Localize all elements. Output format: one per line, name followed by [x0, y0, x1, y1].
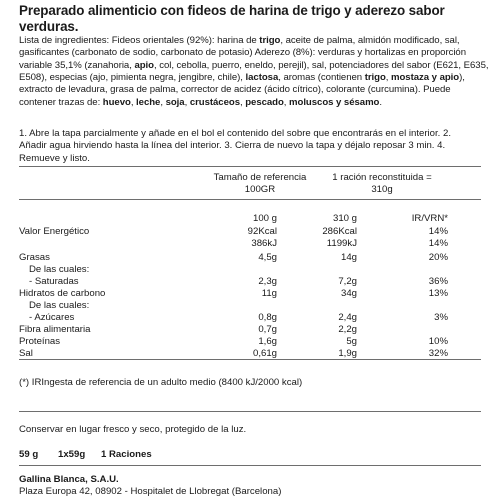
allergen-text: trigo	[259, 35, 281, 46]
divider	[19, 465, 481, 466]
preparation-instructions: 1. Abre la tapa parcialmente y añade en el bol el contenido del sobre que encontrarás en el interior. 2. Añadir agua hirviendo hasta la línea del interior. 3. Cierra de nuevo la tapa y déjalo reposar 3 min. 4. Remueve y listo.	[19, 128, 452, 164]
allergen-text: leche	[136, 96, 161, 108]
divider	[19, 411, 481, 412]
nutrient-label: - Saturadas	[29, 276, 79, 287]
value-per-portion: 2,4g	[338, 312, 357, 323]
value-per-100g: 0,8g	[258, 312, 277, 323]
ingredient-text: .	[379, 96, 382, 108]
net-weight: 59 g	[19, 449, 39, 460]
product-title: Preparado alimenticio con fideos de harina de trigo y aderezo sabor verduras.	[19, 3, 445, 34]
divider	[19, 199, 481, 200]
value-per-100g: 386kJ	[251, 238, 277, 249]
ingredient-text: ,	[130, 96, 137, 108]
allergen-text: trigo	[364, 72, 386, 84]
nutrient-label: Hidratos de carbono	[19, 288, 106, 299]
ingredient-text: , aceite de palma, almidón modificado, sal, gasificantes (carbonato de sodio, carbonato de potasio) Aderezo (8%): verduras y hortalizas en proporción variable 35,1% (zanahoria,	[19, 35, 466, 71]
ingredient-text: ), extracto de levadura, grasa de palma, corrector de acidez (ácido cítrico), colorante (curcumina). Puede contener trazas de:	[19, 72, 465, 108]
ingredient-text: ,	[160, 96, 166, 108]
portions-count: 1 Raciones	[101, 449, 152, 460]
ingredient-text: , col, cebolla, puerro, eneldo, perejil), sal, potenciadores del sabor (E621, E635, E508), especias (ajo, pimienta negra, jengibre, chile),	[19, 59, 489, 84]
ingredient-text: , aromas (contienen	[278, 72, 365, 84]
nutrient-label: De las cuales:	[29, 300, 90, 311]
nutrient-label: De las cuales:	[29, 264, 90, 275]
ingredients-list	[19, 35, 489, 109]
reference-size-value: 100GR	[244, 184, 276, 195]
company-name: Gallina Blanca, S.A.U.	[19, 474, 119, 485]
value-per-100g: 4,5g	[258, 252, 277, 263]
ingredient-text: ,	[239, 96, 246, 108]
value-per-100g: 11g	[261, 288, 277, 299]
ingredient-text: Lista de ingredientes: Fideos orientales (92%): harina de	[19, 35, 260, 46]
value-per-portion: 2,2g	[338, 324, 357, 335]
column-header-portion: 310 g	[332, 213, 357, 224]
value-per-100g: 92Kcal	[247, 226, 277, 237]
ingredient-text: ,	[283, 96, 290, 108]
reference-intake-percent: 14%	[428, 226, 448, 237]
nutrient-label: Grasas	[19, 252, 50, 263]
value-per-portion: 286Kcal	[322, 226, 357, 237]
value-per-100g: 1,6g	[258, 336, 277, 347]
storage-instructions: Conservar en lugar fresco y seco, protegido de la luz.	[19, 424, 247, 435]
reference-intake-percent: 14%	[428, 238, 448, 249]
reference-intake-percent: 36%	[428, 276, 448, 287]
nutrient-label: - Azúcares	[29, 312, 75, 323]
allergen-text: pescado	[245, 96, 284, 108]
value-per-100g: 2,3g	[258, 276, 277, 287]
reference-size-header: Tamaño de referencia	[213, 172, 307, 183]
allergen-text: lactosa	[245, 72, 279, 84]
value-per-portion: 1199kJ	[326, 238, 357, 249]
value-per-100g: 0,7g	[258, 324, 277, 335]
allergen-text: mostaza y apio	[391, 72, 460, 84]
reference-intake-footnote: (*) IRIngesta de referencia de un adulto medio (8400 kJ/2000 kcal)	[19, 377, 303, 388]
portion-value: 310g	[371, 184, 393, 195]
value-per-portion: 14g	[340, 252, 357, 263]
company-address: Plaza Europa 42, 08902 - Hospitalet de Llobregat (Barcelona)	[19, 486, 282, 497]
value-per-portion: 1,9g	[338, 348, 357, 359]
nutrient-label: Proteínas	[19, 336, 61, 347]
allergen-text: crustáceos	[189, 96, 240, 108]
value-per-portion: 7,2g	[338, 276, 357, 287]
column-header-ir: IR/VRN*	[411, 213, 448, 224]
portion-header: 1 ración reconstituida =	[332, 172, 432, 183]
pack-format: 1x59g	[58, 449, 86, 460]
reference-intake-percent: 3%	[434, 312, 448, 323]
value-per-portion: 5g	[346, 336, 357, 347]
allergen-text: moluscos y sésamo	[289, 96, 380, 108]
divider	[19, 359, 481, 360]
reference-intake-percent: 32%	[428, 348, 448, 359]
reference-intake-percent: 10%	[428, 336, 448, 347]
allergen-text: apio	[134, 59, 154, 71]
ingredient-text: ,	[184, 96, 190, 108]
value-per-100g: 0,61g	[252, 348, 277, 359]
value-per-portion: 34g	[340, 288, 357, 299]
nutrient-label: Valor Energético	[19, 226, 90, 237]
reference-intake-percent: 13%	[428, 288, 448, 299]
nutrient-label: Sal	[19, 348, 33, 359]
allergen-text: soja	[165, 96, 185, 108]
allergen-text: huevo	[102, 96, 131, 108]
column-header-100g: 100 g	[252, 213, 277, 224]
reference-intake-percent: 20%	[428, 252, 448, 263]
ingredient-text: ,	[385, 72, 392, 84]
nutrient-label: Fibra alimentaria	[19, 324, 91, 335]
divider	[19, 166, 481, 167]
